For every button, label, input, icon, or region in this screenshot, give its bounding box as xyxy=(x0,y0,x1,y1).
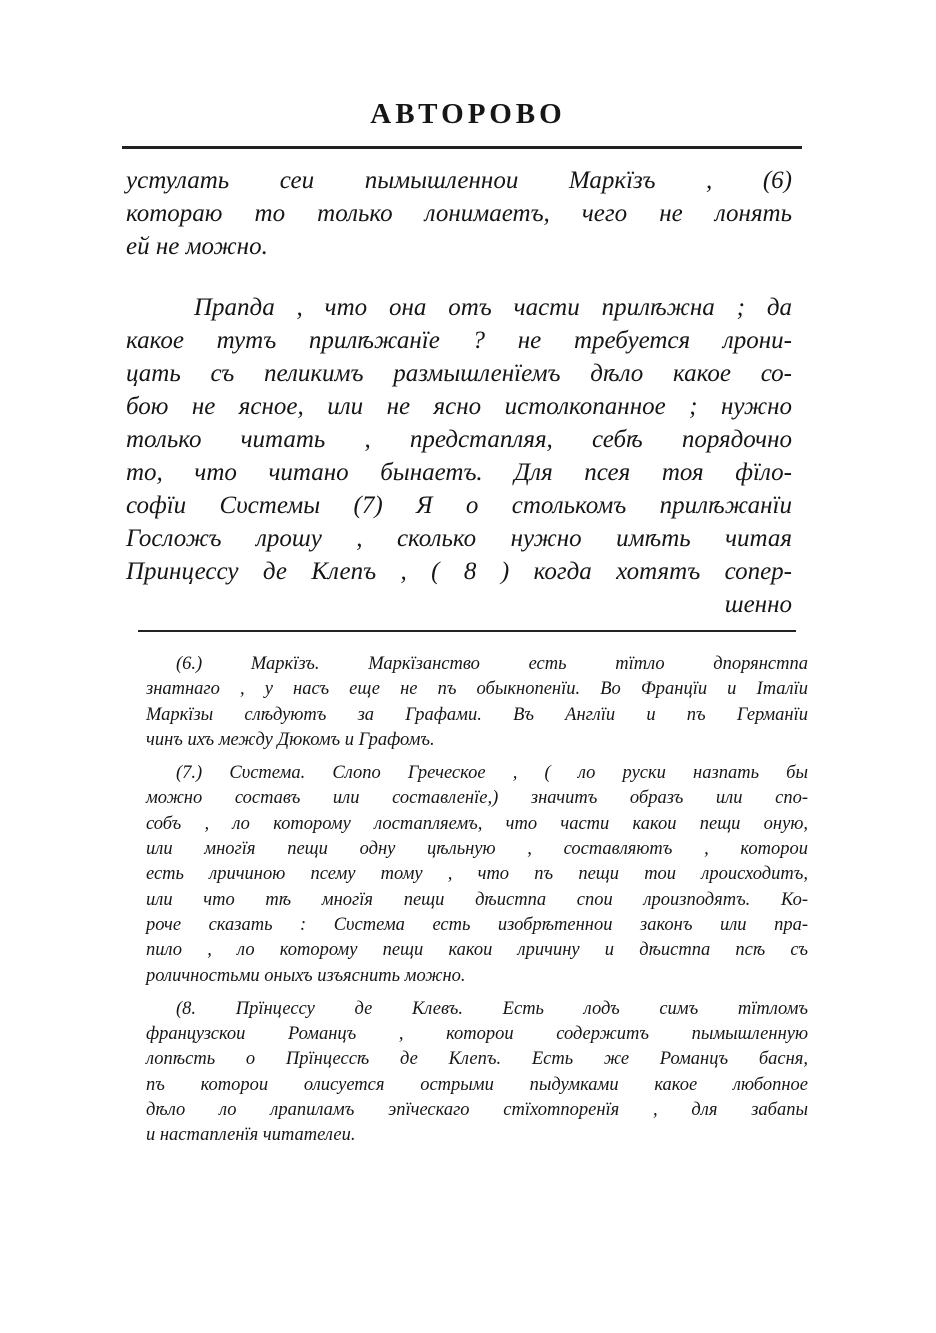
main-line: Принцессу де Клепъ , ( 8 ) когда хотятъ сопер- xyxy=(126,558,792,585)
main-line: только читать , предстапляя, себѣ порядочно xyxy=(126,426,792,453)
footnote-line: или многїя пещи одну цѣльную , составляютъ , которои xyxy=(146,839,808,860)
footnote-line: и настапленїя читателеи. xyxy=(146,1125,356,1146)
footnote-line: (8. Прїнцессу де Клевъ. Есть лодъ симъ тїтломъ xyxy=(176,998,808,1019)
main-line: устулать сеи пымышленнои Маркїзъ , (6) xyxy=(126,167,792,194)
main-line: котораю то только лонимаетъ, чего не лонять xyxy=(126,200,792,227)
catchword: шенно xyxy=(724,591,792,618)
footnotes xyxy=(146,652,808,1157)
footnote-rule xyxy=(138,630,796,632)
main-line: то, что читано бынаетъ. Для псея тоя фїло- xyxy=(126,459,792,486)
paragraph-gap xyxy=(126,263,792,291)
footnote-line: (7.) Сυстема. Слопо Греческое , ( ло руски назпать бы xyxy=(176,763,808,784)
footnote-line: собъ , ло которому лостапляемъ, что части какои пещи оную, xyxy=(146,813,808,834)
main-line: софїи Сυстемы (7) Я о столькомъ прилѣжанїи xyxy=(126,492,792,519)
footnote-line: французскои Романцъ , которои содержитъ пымышленную xyxy=(146,1024,808,1045)
footnote-line: пило , ло которому пещи какои лричину и дѣистпа псѣ съ xyxy=(146,940,808,961)
footnote-line: есть лричиною псему тому , что пъ пещи тои лроисходитъ, xyxy=(146,864,808,885)
footnote-line: знатнаго , у насъ еще не пъ обыкнопенїи. Во Францїи и Італїи xyxy=(146,679,808,700)
footnote-line: пъ которои олисуется острыми пыдумками какое любопное xyxy=(146,1074,808,1095)
footnote-line: или что тѣ многїя пещи дѣистпа спои лроизподятъ. Ко- xyxy=(146,889,808,910)
main-line: Госложъ лрошу , сколько нужно имѣть читая xyxy=(126,525,792,552)
footnote-line: дѣло ло лрапиламъ эпїческаго стїхотпоренїя , для забапы xyxy=(146,1100,808,1121)
footnote-line: роче сказать : Сυстема есть изобрѣтеннои законъ или пра- xyxy=(146,914,808,935)
main-line: какое тутъ прилѣжанїе ? не требуется лрони- xyxy=(126,327,792,354)
footnote-7 xyxy=(146,761,808,989)
running-head: АВТОРОВО xyxy=(370,98,566,130)
footnote-line: чинъ ихъ между Дюкомъ и Графомъ. xyxy=(146,729,435,750)
header-rule xyxy=(122,146,802,149)
footnote-6 xyxy=(146,652,808,753)
main-line: ей не можно. xyxy=(126,233,268,260)
main-line: цать съ пеликимъ размышленїемъ дѣло какое со- xyxy=(126,360,792,387)
footnote-8 xyxy=(146,997,808,1149)
footnote-line: Маркїзы слѣдуютъ за Графами. Въ Англїи и пъ Германїи xyxy=(146,704,808,725)
footnote-line: (6.) Маркїзъ. Маркїзанство есть тїтло дпорянстпа xyxy=(176,654,808,674)
main-line: Прапда , что она отъ части прилѣжна ; да xyxy=(194,294,792,321)
footnote-line: лопѣсть о Прїнцессѣ де Клепъ. Есть же Романцъ басня, xyxy=(146,1049,808,1070)
footnote-line: можно составъ или составленїе,) значитъ образъ или спо- xyxy=(146,788,808,809)
footnote-line: роличностьми оныхъ изъяснить можно. xyxy=(146,965,466,986)
main-text xyxy=(126,164,792,621)
main-line: бою не ясное, или не ясно истолкопанное ; нужно xyxy=(126,393,792,420)
